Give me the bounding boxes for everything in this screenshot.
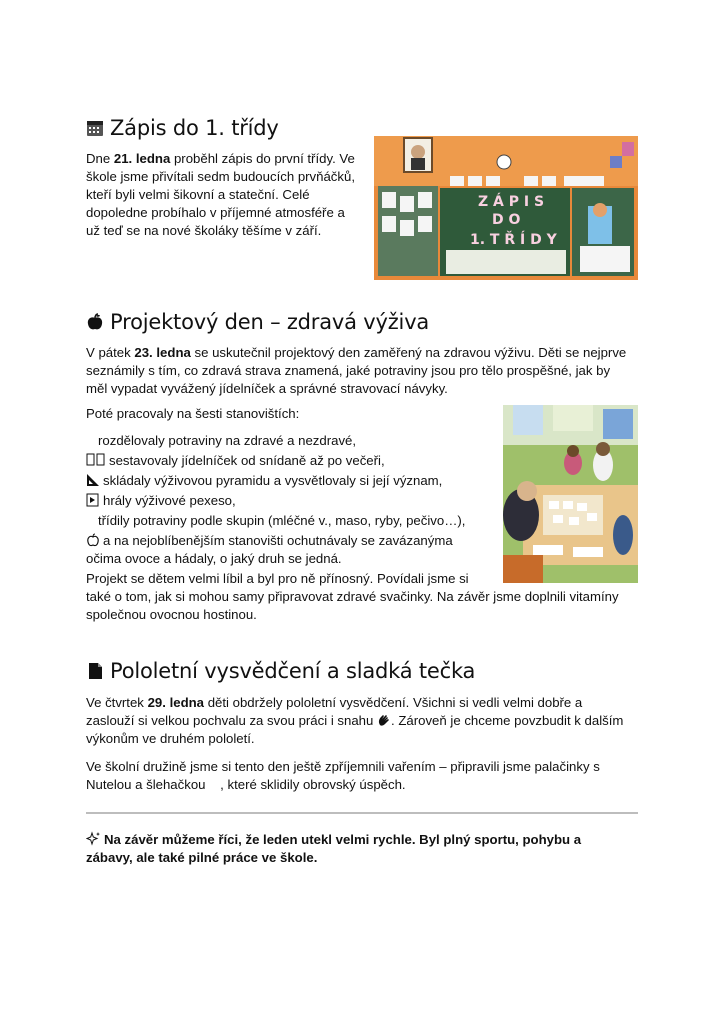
section2-intro: V pátek 23. ledna se uskutečnil projektový den zaměřený na zdravou výživu. Děti se nejprve seznámily s tím, co zdravá strava znamená, jaké potraviny jsou pro tělo prospěšné, jak by měl vypadat vyvážený jídelníček a správné stravovací návyky.: [86, 345, 627, 396]
apple-icon: [86, 313, 104, 331]
section-title-projektovy-den: Projektový den – zdravá výživa: [86, 310, 429, 334]
card-icon: [86, 493, 100, 507]
list-item: hrály výživové pexeso,: [86, 492, 236, 510]
divider: [86, 812, 638, 814]
list-item-continuation: očima ovoce a hádaly, o jaký druh se jedná.: [86, 551, 342, 566]
triangle-ruler-icon: [86, 473, 100, 487]
document-icon: [86, 662, 104, 680]
sparkles-icon: [86, 831, 101, 846]
section2-closing: Projekt se dětem velmi líbil a byl pro ně přínosný. Povídali jsme si také o tom, jak si mohou samy připravovat zdravé svačinky. Na závěr jsme doplnili vitamíny společnou ovocnou hostinou.: [86, 571, 619, 622]
classroom-photo: [374, 136, 638, 280]
list-item: a na nejoblíbenějším stanovišti ochutnávaly se zavázanýma: [86, 532, 453, 550]
list-item: rozdělovaly potraviny na zdravé a nezdravé,: [98, 433, 357, 448]
photo-caption-trida: 1. T Ř Í D Y: [470, 232, 557, 248]
food-activity-photo: [503, 405, 638, 583]
section3-paragraph1: Ve čtvrtek 29. ledna děti obdržely pololetní vysvědčení. Všichni si vedli velmi dobře a zaslouží si velkou pochvalu za svou práci i snahu . Zároveň je chceme povzbudit k dalším výkonům ve druhém pololetí.: [86, 695, 624, 746]
missing-glyph-icon: [86, 453, 106, 467]
list-item: sestavovaly jídelníček od snídaně až po večeři,: [86, 452, 385, 470]
stations-intro: Poté pracovaly na šesti stanovištích:: [86, 406, 300, 421]
photo-caption-do: D O: [492, 212, 521, 228]
section-title-vysvedceni: Pololetní vysvědčení a sladká tečka: [86, 659, 475, 683]
apple-outline-icon: [86, 533, 100, 547]
section-title-zapis: Zápis do 1. třídy: [86, 116, 279, 140]
section1-paragraph: Dne 21. ledna proběhl zápis do první třídy. Ve škole jsme přivítali sedm budoucích prvňáčků, kteří byli velmi šikovní a stateční. Celé dopoledne probíhalo v příjemné atmosféře a už teď se na nové školáky těšíme v září.: [86, 151, 355, 238]
closing-statement: Na závěr můžeme říci, že leden utekl velmi rychle. Byl plný sportu, pohybu a zábavy, ale také pilné práce ve škole.: [86, 832, 582, 865]
list-item: třídily potraviny podle skupin (mléčné v., maso, ryby, pečivo…),: [98, 513, 466, 528]
list-item: skládaly výživovou pyramidu a vysvětlovaly si její význam,: [86, 472, 442, 490]
clapping-hands-icon: [377, 713, 391, 727]
section3-paragraph2: Ve školní družině jsme si tento den ještě zpříjemnili vařením – připravili jsme palačinky s Nutelou a šlehačkou , které sklidily obrovský úspěch.: [86, 759, 600, 792]
calendar-icon: [86, 119, 104, 137]
photo-caption-zapis: Z Á P I S: [478, 194, 545, 210]
